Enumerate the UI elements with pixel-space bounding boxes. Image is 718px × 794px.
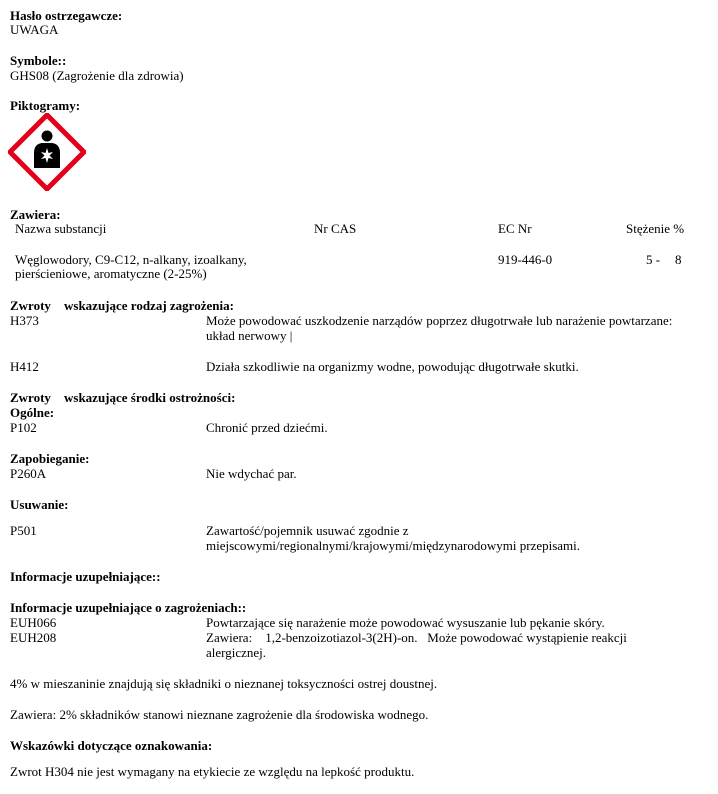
- symbols-heading: Symbole::: [10, 53, 67, 68]
- precaution-phrases-heading-label: Zwroty: [10, 390, 51, 405]
- supplementary-hazard-heading: Informacje uzupełniające o zagrożeniach::: [10, 600, 247, 615]
- euh-code-euh208: EUH208: [10, 630, 57, 645]
- precaution-code-p260a: P260A: [10, 466, 47, 481]
- labelling-heading: Wskazówki dotyczące oznakowania:: [10, 738, 213, 753]
- column-header-name: Nazwa substancji: [15, 221, 107, 236]
- general-heading: Ogólne:: [10, 405, 55, 420]
- substance-concentration-to: 8: [675, 252, 682, 267]
- symbols-value: GHS08 (Zagrożenie dla zdrowia): [10, 68, 184, 83]
- hazard-text-h373-line2: układ nerwowy |: [206, 328, 293, 343]
- supplementary-heading: Informacje uzupełniające::: [10, 569, 161, 584]
- column-header-ec: EC Nr: [498, 221, 532, 236]
- column-header-concentration: Stężenie %: [626, 221, 685, 236]
- signal-word-value: UWAGA: [10, 22, 59, 37]
- precaution-code-p102: P102: [10, 420, 37, 435]
- hazard-phrases-heading: wskazujące rodzaj zagrożenia:: [64, 298, 234, 313]
- contains-heading: Zawiera:: [10, 207, 61, 222]
- prevention-heading: Zapobieganie:: [10, 451, 90, 466]
- substance-concentration-from: 5 -: [646, 252, 661, 267]
- precaution-text-p102: Chronić przed dziećmi.: [206, 420, 328, 435]
- pictograms-heading: Piktogramy:: [10, 98, 81, 113]
- precaution-text-p501-line1: Zawartość/pojemnik usuwać zgodnie z: [206, 523, 409, 538]
- ghs08-health-hazard-icon: [8, 113, 86, 191]
- hazard-code-h373: H373: [10, 313, 39, 328]
- substance-name-line2: pierścieniowe, aromatyczne (2-25%): [15, 266, 207, 281]
- note-aquatic: Zawiera: 2% składników stanowi nieznane zagrożenie dla środowiska wodnego.: [10, 707, 429, 722]
- precaution-text-p501-line2: miejscowymi/regionalnymi/krajowymi/międzynarodowymi przepisami.: [206, 538, 581, 553]
- euh-text-euh208-line1: Zawiera: 1,2-benzoizotiazol-3(2H)-on. Może powodować wystąpienie reakcji: [206, 630, 627, 645]
- hazard-text-h373-line1: Może powodować uszkodzenie narządów poprzez długotrwałe lub narażenie powtarzane:: [206, 313, 673, 328]
- hazard-code-h412: H412: [10, 359, 39, 374]
- euh-code-euh066: EUH066: [10, 615, 57, 630]
- column-header-cas: Nr CAS: [314, 221, 357, 236]
- precaution-code-p501: P501: [10, 523, 37, 538]
- signal-word-heading: Hasło ostrzegawcze:: [10, 8, 123, 23]
- euh-text-euh208-line2: alergicznej.: [206, 645, 267, 660]
- labelling-text: Zwrot H304 nie jest wymagany na etykiecie ze względu na lepkość produktu.: [10, 764, 415, 779]
- disposal-heading: Usuwanie:: [10, 497, 69, 512]
- substance-ec: 919-446-0: [498, 252, 553, 267]
- precaution-phrases-heading: wskazujące środki ostrożności:: [64, 390, 236, 405]
- note-toxicity: 4% w mieszaninie znajdują się składniki o nieznanej toksyczności ostrej doustnej.: [10, 676, 438, 691]
- substance-name-line1: Węglowodory, C9-C12, n-alkany, izoalkany,: [15, 252, 247, 267]
- hazard-text-h412: Działa szkodliwie na organizmy wodne, powodując długotrwałe skutki.: [206, 359, 579, 374]
- euh-text-euh066: Powtarzające się narażenie może powodować wysuszanie lub pękanie skóry.: [206, 615, 605, 630]
- precaution-text-p260a: Nie wdychać par.: [206, 466, 297, 481]
- hazard-phrases-heading-label: Zwroty: [10, 298, 51, 313]
